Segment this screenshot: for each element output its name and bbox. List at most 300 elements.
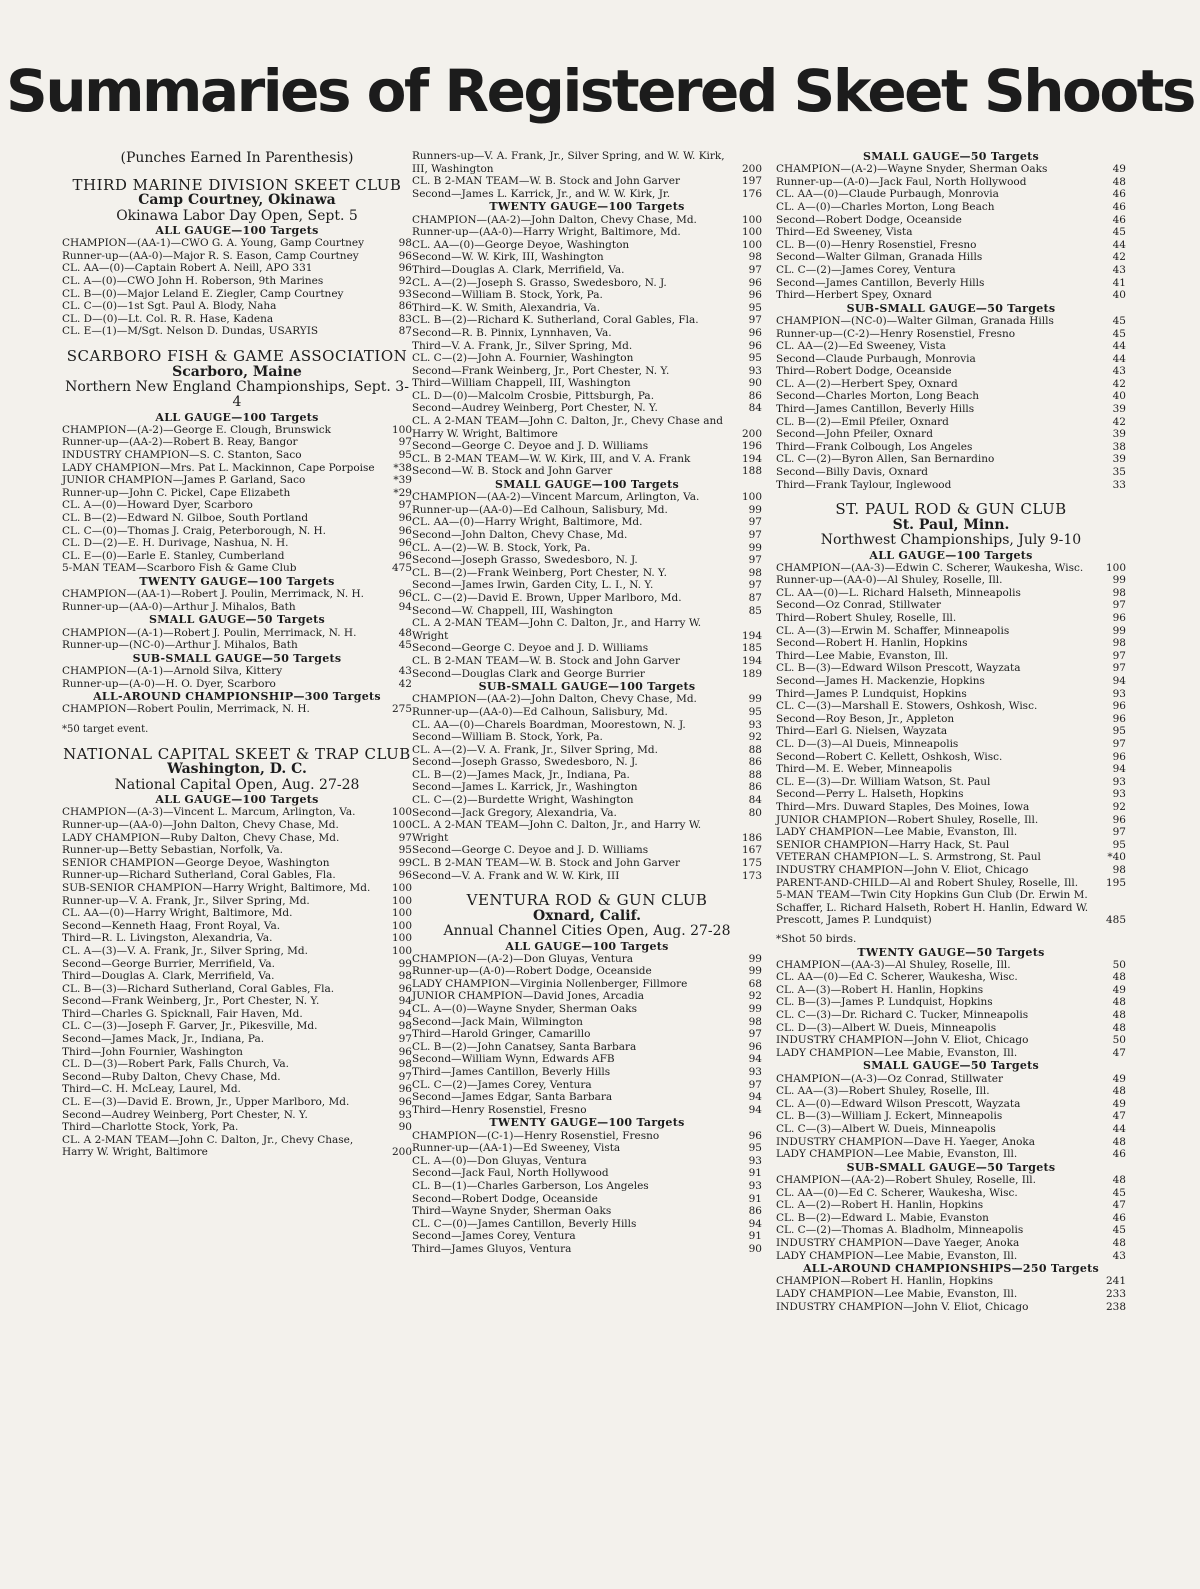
score: 93: [748, 1066, 762, 1079]
result-row: [412, 605, 762, 618]
score: 97: [1112, 599, 1126, 612]
result-row: [776, 637, 1126, 650]
result-row: [776, 1174, 1126, 1187]
result-row: [412, 794, 762, 807]
score: 100: [391, 944, 412, 957]
result-row: [412, 554, 762, 567]
result-text: Third—Douglas A. Clark, Merrifield, Va.: [62, 970, 275, 983]
result-row: [412, 1218, 762, 1231]
result-text: Second—Frank Weinberg, Jr., Port Chester, N. Y.: [62, 995, 320, 1008]
score: 100: [391, 806, 412, 819]
result-text: CL. E—(1)—M/Sgt. Nelson D. Dundas, USARYIS: [62, 325, 319, 338]
result-row: [412, 239, 762, 252]
result-row: [776, 814, 1126, 827]
result-row: [62, 1121, 412, 1134]
result-row: [776, 1085, 1126, 1098]
result-text: CL. AA—(0)—Harry Wright, Baltimore, Md.: [412, 516, 643, 529]
score: *40: [1107, 851, 1126, 864]
result-text: Third—James Cantillon, Beverly Hills: [412, 1066, 611, 1079]
score: 48: [1112, 1173, 1126, 1186]
result-text: CHAMPION—(AA-2)—Vincent Marcum, Arlington, Va.: [412, 491, 700, 504]
score: 175: [741, 857, 762, 870]
result-row: [412, 542, 762, 555]
score: *38: [393, 461, 412, 474]
result-row: [776, 1237, 1126, 1250]
score: 96: [1112, 813, 1126, 826]
result-row: [776, 625, 1126, 638]
score: 86: [748, 781, 762, 794]
score: 38: [1112, 440, 1126, 453]
score: 475: [391, 562, 412, 575]
result-text: CHAMPION—(A-2)—George E. Clough, Brunswick: [62, 423, 331, 436]
score: 96: [748, 326, 762, 339]
result-text: Third—Harold Gringer, Camarillo: [412, 1028, 591, 1041]
score: 93: [748, 1179, 762, 1192]
score: 96: [398, 982, 412, 995]
score: 98: [398, 970, 412, 983]
result-row: [776, 889, 1126, 927]
category-heading: SMALL GAUGE—50 Targets: [148, 613, 325, 627]
score: 93: [398, 287, 412, 300]
score: 99: [748, 541, 762, 554]
event-heading: Northwest Championships, July 9-10: [820, 532, 1082, 549]
result-text: Third—Frank Taylour, Inglewood: [776, 478, 952, 491]
result-row: [62, 1071, 412, 1084]
score: 99: [748, 1003, 762, 1016]
result-text: CL. A 2-MAN TEAM—John C. Dalton, Jr., and Harry W. Wright: [412, 819, 702, 844]
result-row: [62, 1033, 412, 1046]
result-text: CL. A—(3)—Erwin M. Schaffer, Minneapolis: [776, 624, 1010, 637]
result-row: [62, 525, 412, 538]
score: 49: [1112, 1097, 1126, 1110]
score: 48: [1112, 1135, 1126, 1148]
result-row: [62, 932, 412, 945]
score: 95: [748, 1142, 762, 1155]
result-text: INDUSTRY CHAMPION—Dave H. Yaeger, Anoka: [776, 1135, 1036, 1148]
category-heading: TWENTY GAUGE—50 Targets: [857, 945, 1045, 959]
score: 97: [1112, 662, 1126, 675]
result-text: Second—Audrey Weinberg, Port Chester, N. Y.: [62, 1108, 308, 1121]
score: 87: [748, 591, 762, 604]
result-text: CHAMPION—(AA-2)—John Dalton, Chevy Chase, Md.: [412, 693, 697, 706]
result-text: LADY CHAMPION—Mrs. Pat L. Mackinnon, Cape Porpoise: [62, 461, 375, 474]
result-text: CL. C—(0)—1st Sgt. Paul A. Blody, Naha: [62, 300, 277, 313]
result-text: Second—Walter Gilman, Granada Hills: [776, 251, 983, 264]
result-text: CHAMPION—(AA-2)—John Dalton, Chevy Chase, Md.: [412, 213, 697, 226]
result-text: CL. B—(0)—Major Leland E. Ziegler, Camp Courtney: [62, 287, 344, 300]
result-row: [412, 1041, 762, 1054]
score: 173: [741, 869, 762, 882]
result-text: INDUSTRY CHAMPION—Dave Yaeger, Anoka: [776, 1236, 1020, 1249]
score: 197: [741, 175, 762, 188]
result-row: [412, 579, 762, 592]
result-text: Second—Jack Gregory, Alexandria, Va.: [412, 806, 617, 819]
result-text: 5-MAN TEAM—Scarboro Fish & Game Club: [62, 562, 297, 575]
club-heading: VENTURA ROD & GUN CLUB: [466, 891, 708, 910]
score: 47: [1112, 1110, 1126, 1123]
club-heading: SCARBORO FISH & GAME ASSOCIATION: [66, 347, 408, 366]
result-row: [62, 1008, 412, 1021]
result-text: CL. B—(1)—Charles Garberson, Los Angeles: [412, 1179, 649, 1192]
score: 100: [741, 226, 762, 239]
result-row: [412, 314, 762, 327]
result-text: Second—James Corey, Ventura: [412, 1230, 576, 1243]
result-row: [412, 807, 762, 820]
result-text: Second—William B. Stock, York, Pa.: [412, 731, 603, 744]
result-row: [62, 537, 412, 550]
result-row: [62, 462, 412, 475]
result-text: Second—Frank Weinberg, Jr., Port Chester, N. Y.: [412, 364, 670, 377]
result-row: [776, 1288, 1126, 1301]
result-text: Runner-up—(A-0)—Robert Dodge, Oceanside: [412, 965, 652, 978]
result-text: Runner-up—(A-0)—H. O. Dyer, Scarboro: [62, 677, 276, 690]
score: 99: [1112, 574, 1126, 587]
result-text: CL. C—(2)—John A. Fournier, Washington: [412, 352, 634, 365]
score: 176: [741, 187, 762, 200]
result-text: CHAMPION—Robert Poulin, Merrimack, N. H.: [62, 703, 310, 716]
score: 97: [748, 1028, 762, 1041]
place-heading: St. Paul, Minn.: [892, 516, 1010, 533]
result-row: [776, 428, 1126, 441]
result-text: CL. A—(2)—Robert H. Hanlin, Hopkins: [776, 1199, 984, 1212]
result-row: [776, 378, 1126, 391]
result-row: [412, 1053, 762, 1066]
score: 100: [741, 491, 762, 504]
score: 92: [748, 990, 762, 1003]
category-heading: ALL GAUGE—100 Targets: [155, 793, 319, 807]
score: 46: [1112, 200, 1126, 213]
result-text: CL. AA—(0)—Ed C. Scherer, Waukesha, Wisc.: [776, 971, 1018, 984]
result-row: [776, 971, 1126, 984]
result-row: [62, 325, 412, 338]
score: 97: [748, 1078, 762, 1091]
result-row: [412, 1028, 762, 1041]
score: 90: [398, 1121, 412, 1134]
result-text: CL. C—(3)—Joseph F. Garver, Jr., Pikesville, Md.: [62, 1020, 318, 1033]
result-row: [776, 587, 1126, 600]
result-text: Second—Ruby Dalton, Chevy Chase, Md.: [62, 1070, 281, 1083]
score: 97: [398, 499, 412, 512]
result-text: CL. A—(2)—Herbert Spey, Oxnard: [776, 377, 958, 390]
score: 90: [748, 377, 762, 390]
result-text: CL. C—(3)—Marshall E. Stowers, Oshkosh, Wisc.: [776, 700, 1038, 713]
result-text: Second—Robert Dodge, Oceanside: [412, 1192, 598, 1205]
result-text: Second—Robert H. Hanlin, Hopkins: [776, 637, 968, 650]
result-row: [412, 655, 762, 668]
category-heading: SMALL GAUGE—100 Targets: [495, 478, 679, 492]
result-text: CHAMPION—(AA-3)—Al Shuley, Roselle, Ill.: [776, 958, 1011, 971]
result-text: CL. C—(3)—Albert W. Dueis, Minneapolis: [776, 1123, 996, 1135]
result-text: Second—Perry L. Halseth, Hopkins: [776, 788, 964, 801]
score: 86: [398, 300, 412, 313]
result-text: SUB-SENIOR CHAMPION—Harry Wright, Baltimore, Md.: [62, 881, 371, 894]
score: 194: [741, 654, 762, 667]
result-row: [412, 150, 762, 175]
score: 39: [1112, 453, 1126, 466]
result-text: Second—Jack Faul, North Hollywood: [412, 1167, 609, 1180]
score: 97: [398, 1070, 412, 1083]
result-text: CL. B—(0)—Henry Rosenstiel, Fresno: [776, 238, 977, 251]
score: 96: [398, 537, 412, 550]
score: 92: [398, 275, 412, 288]
score: 99: [748, 503, 762, 516]
result-row: [776, 675, 1126, 688]
score: 93: [748, 1154, 762, 1167]
result-row: [412, 491, 762, 504]
result-row: [62, 907, 412, 920]
result-row: [776, 984, 1126, 997]
result-text: CHAMPION—(AA-1)—Robert J. Poulin, Merrimack, N. H.: [62, 588, 364, 601]
result-text: CHAMPION—(NC-0)—Walter Gilman, Granada Hills: [776, 314, 1054, 327]
result-text: Second—Kenneth Haag, Front Royal, Va.: [62, 919, 281, 932]
result-row: [62, 920, 412, 933]
result-text: Third—William Chappell, III, Washington: [412, 377, 631, 390]
result-row: [776, 365, 1126, 378]
result-text: CL. B—(2)—James Mack, Jr., Indiana, Pa.: [412, 768, 630, 781]
result-row: [412, 340, 762, 353]
score: 97: [1112, 649, 1126, 662]
event-heading: Northern New England Championships, Sept. 3-4: [65, 378, 409, 411]
result-text: Second—James Irwin, Garden City, L. I., N. Y.: [412, 579, 654, 592]
score: 99: [1112, 624, 1126, 637]
result-row: [62, 627, 412, 640]
result-text: Runners-up—V. A. Frank, Jr., Silver Spring, and W. W. Kirk, III, Washington: [412, 150, 725, 175]
result-text: CL. B—(3)—Edward Wilson Prescott, Wayzata: [776, 662, 1021, 675]
result-text: CL. B—(2)—John Canatsey, Santa Barbara: [412, 1040, 637, 1053]
result-row: [412, 504, 762, 517]
result-text: CL. B—(3)—Richard Sutherland, Coral Gables, Fla.: [62, 982, 335, 995]
result-row: [62, 678, 412, 691]
result-row: [412, 1155, 762, 1168]
score: 94: [1112, 675, 1126, 688]
result-row: [776, 239, 1126, 252]
footnote: *50 target event.: [62, 723, 149, 735]
result-row: [776, 1009, 1126, 1022]
result-row: [62, 832, 412, 845]
result-text: Second—V. A. Frank and W. W. Kirk, III: [412, 869, 620, 882]
result-text: Third—Henry Rosenstiel, Fresno: [412, 1103, 587, 1116]
result-text: CL. C—(2)—James Corey, Ventura: [776, 263, 956, 276]
result-row: [412, 390, 762, 403]
result-text: CL. B 2-MAN TEAM—W. W. Kirk, III, and V. A. Frank: [412, 452, 691, 465]
result-row: [62, 1134, 412, 1159]
result-text: Second—R. B. Pinnix, Lynnhaven, Va.: [412, 326, 612, 339]
result-text: CHAMPION—(AA-3)—Edwin C. Scherer, Waukesha, Wisc.: [776, 561, 1084, 574]
score: 93: [1112, 788, 1126, 801]
score: 194: [741, 629, 762, 642]
score: 100: [391, 894, 412, 907]
score: 99: [748, 952, 762, 965]
score: 233: [1105, 1287, 1126, 1300]
score: 45: [398, 639, 412, 652]
result-row: [412, 529, 762, 542]
score: 185: [741, 642, 762, 655]
result-text: CL. A 2-MAN TEAM—John C. Dalton, Jr., and Harry W. Wright: [412, 617, 702, 642]
result-row: [776, 201, 1126, 214]
result-text: Second—George C. Deyoe and J. D. Williams: [412, 844, 649, 857]
score: 46: [1112, 188, 1126, 201]
score: 97: [398, 436, 412, 449]
result-row: [776, 1301, 1126, 1314]
result-row: [412, 617, 762, 642]
result-row: [62, 436, 412, 449]
result-text: Second—James L. Karrick, Jr., Washington: [412, 781, 638, 794]
result-text: CL. A—(3)—Robert H. Hanlin, Hopkins: [776, 983, 984, 996]
result-text: CL. A—(3)—V. A. Frank, Jr., Silver Spring, Md.: [62, 944, 308, 957]
result-row: [776, 788, 1126, 801]
score: 84: [748, 402, 762, 415]
place-heading: Scarboro, Maine: [172, 363, 302, 380]
score: 97: [398, 1033, 412, 1046]
score: 42: [1112, 415, 1126, 428]
result-row: [412, 352, 762, 365]
result-text: CL. A 2-MAN TEAM—John C. Dalton, Jr., Chevy Chase and Harry W. Wright, Baltimore: [412, 415, 723, 440]
score: 100: [391, 881, 412, 894]
result-text: CL. B—(2)—Richard K. Sutherland, Coral Gables, Fla.: [412, 314, 699, 327]
result-text: Third—Charles G. Spicknall, Fair Haven, Md.: [62, 1007, 303, 1020]
result-row: [412, 1130, 762, 1143]
result-row: [776, 738, 1126, 751]
result-text: Runner-up—(AA-0)—Harry Wright, Baltimore, Md.: [412, 226, 681, 239]
result-row: [412, 769, 762, 782]
score: 44: [1112, 1123, 1126, 1135]
result-row: [412, 327, 762, 340]
result-text: Third—Douglas A. Clark, Merrifield, Va.: [412, 263, 625, 276]
result-text: Third—Wayne Snyder, Sherman Oaks: [412, 1205, 612, 1218]
result-row: [412, 870, 762, 883]
result-text: CL. B—(2)—Emil Pfeiler, Oxnard: [776, 415, 949, 428]
event-heading: National Capital Open, Aug. 27-28: [114, 776, 360, 793]
club-heading: NATIONAL CAPITAL SKEET & TRAP CLUB: [63, 744, 411, 763]
score: 80: [748, 806, 762, 819]
result-text: CL. A 2-MAN TEAM—John C. Dalton, Jr., Chevy Chase, Harry W. Wright, Baltimore: [62, 1133, 354, 1159]
result-text: CHAMPION—(A-2)—Wayne Snyder, Sherman Oaks: [776, 163, 1048, 176]
result-text: Second—Claude Purbaugh, Monrovia: [776, 352, 976, 365]
result-text: CL. B—(2)—Edward L. Mabie, Evanston: [776, 1211, 989, 1224]
result-text: Second—Douglas Clark and George Burrier: [412, 667, 645, 680]
result-row: [412, 415, 762, 440]
score: 90: [748, 1242, 762, 1255]
score: 94: [398, 600, 412, 613]
result-row: [776, 1212, 1126, 1225]
result-row: [776, 959, 1126, 972]
score: 91: [748, 1192, 762, 1205]
result-row: [776, 599, 1126, 612]
result-text: Third—Herbert Spey, Oxnard: [776, 289, 932, 302]
result-text: Third—Mrs. Duward Staples, Des Moines, Iowa: [776, 800, 1030, 813]
score: 49: [1112, 163, 1126, 176]
result-row: [62, 869, 412, 882]
result-row: [776, 1199, 1126, 1212]
result-row: [412, 188, 762, 201]
result-text: CL. D—(3)—Robert Park, Falls Church, Va.: [62, 1058, 290, 1071]
result-row: [412, 175, 762, 188]
result-text: CHAMPION—(A-2)—Don Gluyas, Ventura: [412, 952, 633, 965]
score: 99: [398, 957, 412, 970]
result-text: Second—George C. Deyoe and J. D. Williams: [412, 440, 649, 453]
result-row: [776, 1123, 1126, 1136]
category-heading: SMALL GAUGE—50 Targets: [862, 1059, 1039, 1073]
result-row: [412, 453, 762, 466]
result-text: CL. AA—(0)—Captain Robert A. Neill, APO 331: [62, 262, 313, 275]
result-text: Runner-up—(C-2)—Henry Rosenstiel, Fresno: [776, 327, 1016, 340]
result-row: [776, 996, 1126, 1009]
score: 39: [1112, 403, 1126, 416]
result-text: CL. B—(2)—Frank Weinberg, Port Chester, N. Y.: [412, 566, 667, 579]
result-row: [412, 1142, 762, 1155]
result-text: CHAMPION—(C-1)—Henry Rosenstiel, Fresno: [412, 1129, 660, 1142]
score: 238: [1105, 1300, 1126, 1313]
result-text: Third—Robert Shuley, Roselle, Ill.: [776, 612, 957, 625]
result-text: LADY CHAMPION—Lee Mabie, Evanston, Ill.: [776, 1287, 1018, 1300]
result-row: [412, 440, 762, 453]
score: 188: [741, 465, 762, 478]
result-text: LADY CHAMPION—Lee Mabie, Evanston, Ill.: [776, 1046, 1018, 1059]
score: 100: [1105, 561, 1126, 574]
result-text: CL. A—(2)—V. A. Frank, Jr., Silver Spring, Md.: [412, 743, 658, 756]
score: 100: [741, 238, 762, 251]
score: 97: [748, 529, 762, 541]
result-text: CL. D—(0)—Lt. Col. R. R. Hase, Kadena: [62, 312, 274, 325]
result-row: [412, 857, 762, 870]
score: 100: [391, 818, 412, 831]
score: 96: [748, 289, 762, 302]
result-row: [62, 250, 412, 263]
result-text: CL. C—(2)—James Corey, Ventura: [412, 1078, 592, 1091]
result-row: [776, 662, 1126, 675]
score: 96: [398, 588, 412, 601]
result-row: [412, 226, 762, 239]
result-text: CL. A—(0)—Edward Wilson Prescott, Wayzata: [776, 1097, 1021, 1110]
result-row: [412, 377, 762, 390]
result-row: [776, 562, 1126, 575]
result-text: CL. E—(3)—Dr. William Watson, St. Paul: [776, 775, 991, 788]
score: 95: [398, 449, 412, 462]
score: 94: [748, 1217, 762, 1230]
score: 87: [398, 325, 412, 338]
score: 94: [1112, 763, 1126, 776]
score: 99: [398, 856, 412, 869]
result-text: CL. E—(0)—Earle E. Stanley, Cumberland: [62, 549, 285, 562]
result-text: Third—Ed Sweeney, Vista: [776, 226, 913, 239]
result-row: [776, 763, 1126, 776]
category-heading: ALL GAUGE—100 Targets: [869, 548, 1033, 562]
score: 48: [1112, 971, 1126, 984]
result-row: [412, 1091, 762, 1104]
score: 40: [1112, 289, 1126, 302]
result-text: LADY CHAMPION—Virginia Nollenberger, Fillmore: [412, 977, 688, 990]
result-text: CL. C—(0)—James Cantillon, Beverly Hills: [412, 1217, 637, 1230]
score: 49: [1112, 1072, 1126, 1085]
result-row: [62, 1020, 412, 1033]
result-row: [62, 806, 412, 819]
result-text: INDUSTRY CHAMPION—John V. Eliot, Chicago: [776, 863, 1029, 876]
text-line: *Shot 50 birds.: [776, 932, 857, 945]
score: 45: [1112, 226, 1126, 239]
result-row: [412, 1180, 762, 1193]
result-row: [412, 756, 762, 769]
score: 196: [741, 440, 762, 453]
result-text: CL. AA—(0)—Harry Wright, Baltimore, Md.: [62, 907, 293, 920]
result-text: INDUSTRY CHAMPION—John V. Eliot, Chicago: [776, 1034, 1029, 1047]
result-text: Third—James P. Lundquist, Hopkins: [776, 687, 967, 700]
result-row: [62, 550, 412, 563]
result-row: [776, 1073, 1126, 1086]
result-row: [776, 466, 1126, 479]
score: 95: [1112, 725, 1126, 738]
result-row: [776, 390, 1126, 403]
score: 96: [748, 1040, 762, 1053]
